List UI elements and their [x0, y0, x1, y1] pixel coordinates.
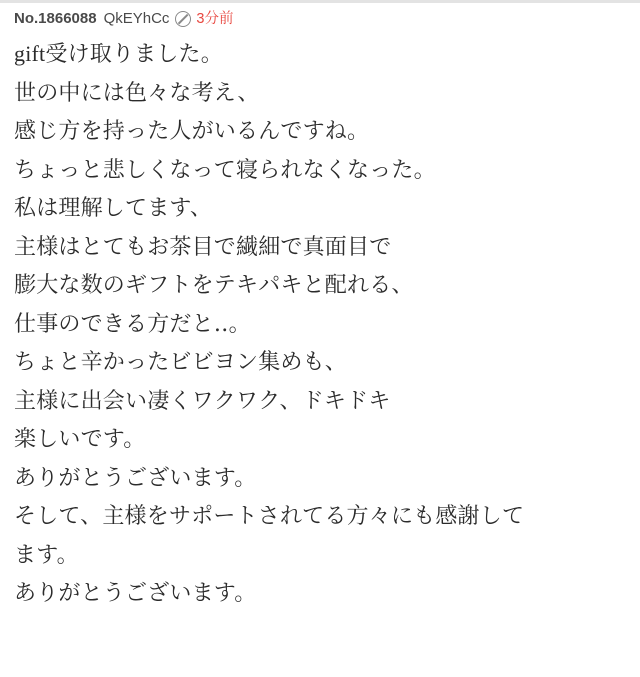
post-user-id: QkEYhCc [103, 10, 170, 27]
post-body-line: ます。 [14, 541, 79, 567]
top-divider [0, 0, 640, 3]
post-body-line: 私は理解してます、 [14, 195, 213, 220]
post-body-line: そして、主様をサポートされてる方々にも感謝して [14, 503, 525, 528]
post-body-line: 主様はとてもお茶目で繊細で真面目で [14, 233, 392, 259]
post-body-line: 世の中には色々な考え、 [14, 79, 260, 105]
post-body-line: 仕事のできる方だと‥。 [14, 310, 251, 336]
post-body-line: ありがとうございます。 [14, 464, 257, 490]
post-body-line: gift受け取りました。 [14, 41, 223, 66]
post-body [0, 29, 640, 613]
post-body-line: 感じ方を持った人がいるんですね。 [14, 118, 370, 143]
post-body-line: 楽しいです。 [14, 426, 146, 451]
post-header [0, 0, 640, 29]
post-body-line: 主様に出会い凄くワクワク、ドキドキ [14, 387, 391, 413]
post-body-line: 膨大な数のギフトをテキパキと配れる、 [14, 272, 414, 297]
post-number: No.1866088 [14, 10, 97, 27]
block-circle-slash-icon[interactable] [175, 11, 191, 27]
post-timestamp: 3分前 [196, 11, 234, 27]
post-body-line: ちょっと悲しくなって寝られなくなった。 [14, 156, 436, 182]
post-body-line: ちょと辛かったビビヨン集めも、 [14, 349, 348, 374]
post-body-line: ありがとうございます。 [14, 580, 257, 605]
